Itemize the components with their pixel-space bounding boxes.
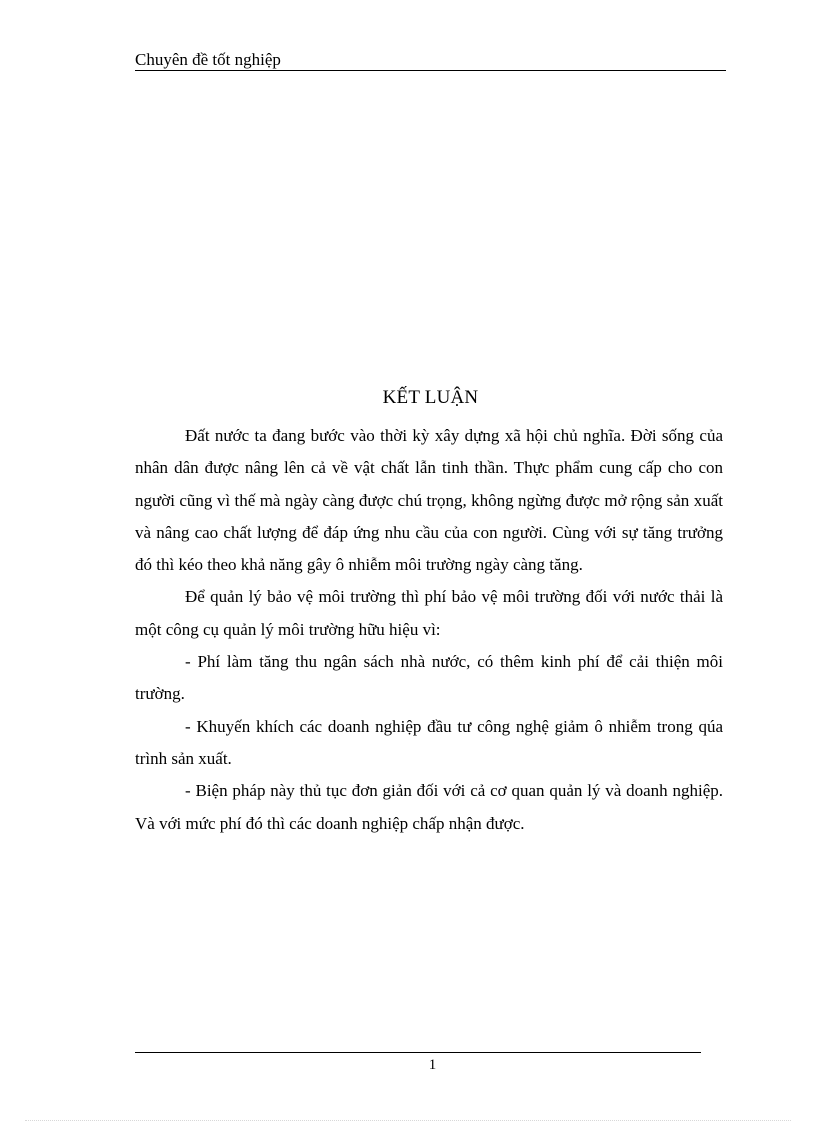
list-item: - Phí làm tăng thu ngân sách nhà nước, có thêm kinh phí để cải thiện môi trường.	[135, 652, 723, 704]
paragraph: Đất nước ta đang bước vào thời kỳ xây dựng xã hội chủ nghĩa. Đời sống của nhân dân được nâng lên cả về vật chất lẫn tinh thần. Thực phẩm cung cấp cho con người cũng vì thế mà ngày càng được chú trọng, không ngừng được mở rộng sản xuất và nâng cao chất lượng để đáp ứng nhu cầu của con người. Cùng với sự tăng trưởng đó thì kéo theo khả năng gây ô nhiễm môi trường ngày càng tăng.	[135, 426, 723, 575]
section-heading: KẾT LUẬN	[382, 387, 479, 408]
document-body	[135, 420, 723, 840]
page-number: 1	[428, 1057, 437, 1073]
list-item: - Khuyến khích các doanh nghiệp đầu tư công nghệ giảm ô nhiễm trong qúa trình sản xuất.	[135, 716, 723, 768]
page-header	[135, 49, 726, 71]
footer-divider	[135, 1052, 701, 1053]
page-bottom-edge	[25, 1120, 791, 1121]
list-item: - Biện pháp này thủ tục đơn giản đối với cả cơ quan quản lý và doanh nghiệp. Và với mức phí đó thì các doanh nghiệp chấp nhận được.	[135, 781, 723, 833]
paragraph: Để quản lý bảo vệ môi trường thì phí bảo vệ môi trường đối với nước thải là một công cụ quản lý môi trường hữu hiệu vì:	[135, 587, 723, 639]
header-title: Chuyên đề tốt nghiệp	[135, 50, 281, 69]
